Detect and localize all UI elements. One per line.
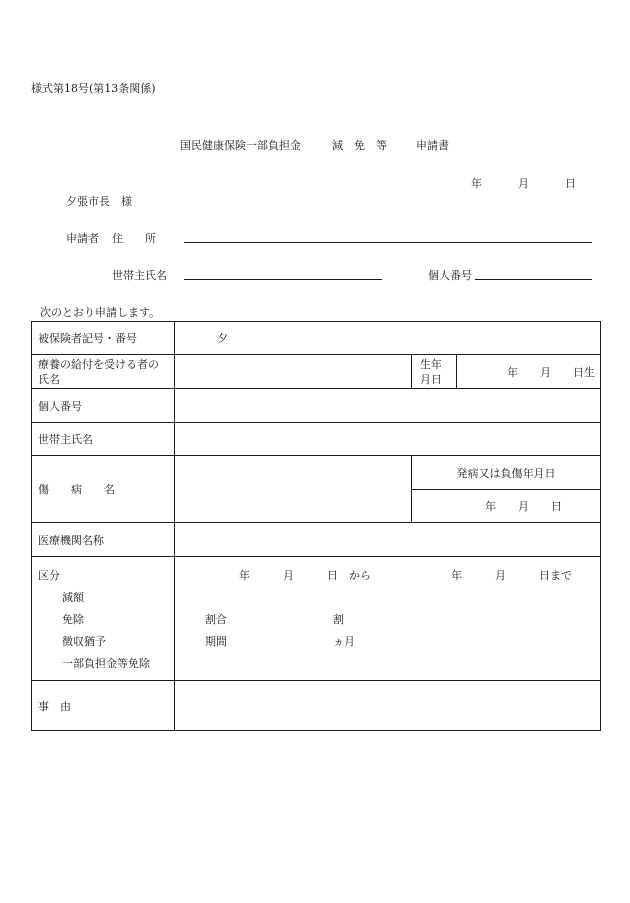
- reason-label: 事 由: [32, 681, 175, 731]
- patient-name-label-line2: 氏名: [38, 372, 60, 386]
- patient-name-label-line1: 療養の給付を受ける者の: [38, 357, 159, 371]
- table-row: [32, 322, 601, 355]
- insured-number-cell[interactable]: [175, 322, 601, 355]
- intro-text: 次のとおり申請します。: [40, 306, 161, 319]
- date-day-label: 日: [565, 177, 576, 190]
- medical-institution-cell[interactable]: [175, 523, 601, 557]
- category-option-reduction[interactable]: 減額: [62, 591, 84, 604]
- duration-unit: ヵ月: [333, 635, 355, 648]
- personal-number-label: 個人番号: [428, 269, 472, 282]
- title-part-2: 減 免 等: [332, 139, 387, 152]
- table-row: [32, 557, 601, 681]
- personal-number-row-label: 個人番号: [32, 389, 175, 423]
- title-part-1: 国民健康保険一部負担金: [180, 139, 301, 152]
- onset-date-label: 発病又は負傷年月日: [412, 456, 601, 490]
- onset-date-cell[interactable]: [412, 490, 601, 523]
- ratio-label: 割合: [205, 613, 227, 626]
- category-label: 区分: [38, 569, 60, 582]
- personal-number-field-line[interactable]: [475, 279, 592, 280]
- category-option-full-exemption[interactable]: 一部負担金等免除: [62, 657, 150, 670]
- householder-label: 世帯主氏名: [112, 269, 167, 282]
- onset-date-value: 年 月 日: [485, 500, 562, 513]
- table-row: [32, 389, 601, 423]
- birth-date-cell[interactable]: [457, 355, 601, 389]
- insured-number-label: 被保険者記号・番号: [32, 322, 175, 355]
- birth-date-label-line2: 月日: [420, 372, 442, 386]
- category-option-deferral[interactable]: 徴収猶予: [62, 635, 106, 648]
- table-row: [32, 456, 601, 490]
- birth-date-value: 年 月 日生: [507, 365, 595, 379]
- householder-field-line[interactable]: [184, 279, 382, 280]
- birth-date-label: [412, 355, 457, 389]
- householder-row-label: 世帯主氏名: [32, 423, 175, 456]
- table-row: [32, 681, 601, 731]
- disease-label: 傷 病 名: [32, 456, 175, 523]
- patient-name-label: [32, 355, 175, 389]
- reason-cell[interactable]: [175, 681, 601, 731]
- applicant-label: 申請者: [66, 232, 99, 245]
- table-row: [32, 423, 601, 456]
- insured-number-prefix: 夕: [217, 332, 228, 345]
- addressee: 夕張市長 様: [66, 195, 132, 208]
- date-month-label: 月: [518, 177, 529, 190]
- ratio-unit: 割: [333, 613, 344, 626]
- category-detail-cell[interactable]: [175, 557, 601, 681]
- title-part-3: 申請書: [416, 139, 449, 152]
- householder-cell[interactable]: [175, 423, 601, 456]
- period-to: 年 月 日まで: [451, 569, 572, 582]
- category-option-exemption[interactable]: 免除: [62, 613, 84, 626]
- disease-cell[interactable]: [175, 456, 412, 523]
- table-row: [32, 523, 601, 557]
- address-label: 住 所: [112, 232, 156, 245]
- duration-label: 期間: [205, 635, 227, 648]
- date-year-label: 年: [471, 177, 482, 190]
- period-from: 年 月 日 から: [239, 569, 371, 582]
- patient-name-cell[interactable]: [175, 355, 412, 389]
- category-label-cell: [32, 557, 175, 681]
- application-table: [31, 321, 601, 731]
- table-row: [32, 355, 601, 389]
- address-field-line[interactable]: [184, 242, 592, 243]
- medical-institution-label: 医療機関名称: [32, 523, 175, 557]
- form-number: 様式第18号(第13条関係): [31, 82, 156, 95]
- personal-number-cell[interactable]: [175, 389, 601, 423]
- birth-date-label-line1: 生年: [420, 357, 442, 371]
